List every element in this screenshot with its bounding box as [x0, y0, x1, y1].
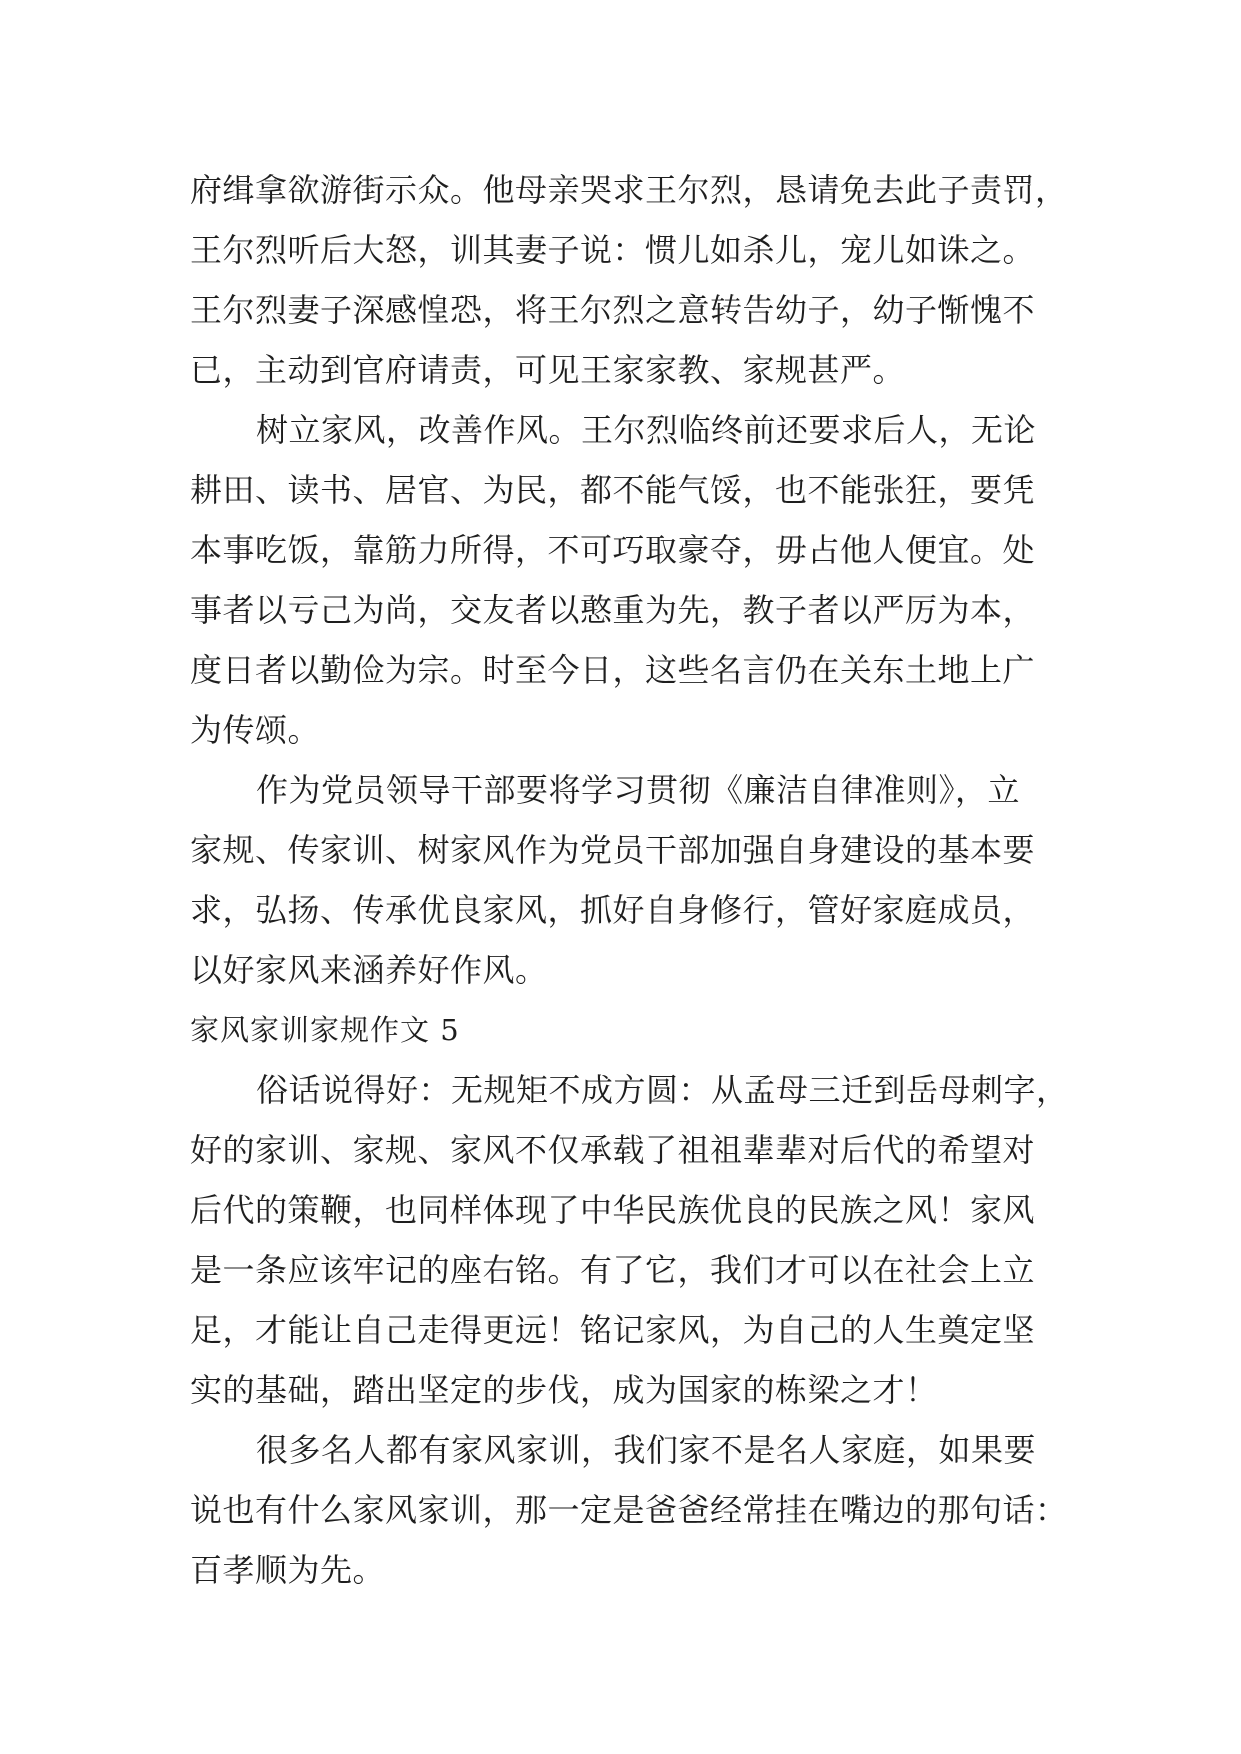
text-line: 为传颂。: [190, 711, 321, 749]
text-line: 王尔烈妻子深感惶恐，将王尔烈之意转告幼子，幼子惭愧不: [190, 291, 1036, 329]
text-line: 俗话说得好：无规矩不成方圆：从孟母三迁到岳母刺字，: [256, 1071, 1069, 1109]
text-line: 王尔烈听后大怒，训其妻子说：惯儿如杀儿，宠儿如诛之。: [190, 231, 1036, 269]
paragraph: [190, 400, 1070, 760]
text-line: 度日者以勤俭为宗。时至今日，这些名言仍在关东土地上广: [190, 651, 1036, 689]
text-line: 树立家风，改善作风。王尔烈临终前还要求后人，无论: [256, 411, 1037, 449]
text-line: 本事吃饭，靠筋力所得，不可巧取豪夺，毋占他人便宜。处: [190, 531, 1036, 569]
text-line: 是一条应该牢记的座右铭。有了它，我们才可以在社会上立: [190, 1251, 1036, 1289]
section-heading: [190, 1000, 1070, 1060]
paragraph: [190, 760, 1070, 1000]
text-line: 好的家训、家规、家风不仅承载了祖祖辈辈对后代的希望对: [190, 1131, 1036, 1169]
text-line: 府缉拿欲游街示众。他母亲哭求王尔烈，恳请免去此子责罚，: [190, 171, 1068, 209]
paragraph: [190, 1060, 1070, 1420]
document-body: [190, 160, 1070, 1600]
text-line: 以好家风来涵养好作风。: [190, 951, 548, 989]
text-line: 耕田、读书、居官、为民，都不能气馁，也不能张狂，要凭: [190, 471, 1036, 509]
text-line: 很多名人都有家风家训，我们家不是名人家庭，如果要: [256, 1431, 1037, 1469]
text-line: 已，主动到官府请责，可见王家家教、家规甚严。: [190, 351, 906, 389]
text-line: 后代的策鞭，也同样体现了中华民族优良的民族之风！家风: [190, 1191, 1036, 1229]
text-line: 求，弘扬、传承优良家风，抓好自身修行，管好家庭成员，: [190, 891, 1036, 929]
text-line: 足，才能让自己走得更远！铭记家风，为自己的人生奠定坚: [190, 1311, 1036, 1349]
paragraph: [190, 160, 1070, 400]
text-line: 实的基础，踏出坚定的步伐，成为国家的栋梁之才！: [190, 1371, 938, 1409]
paragraph: [190, 1420, 1070, 1600]
text-line: 作为党员领导干部要将学习贯彻《廉洁自律准则》，立: [256, 771, 1021, 809]
text-line: 事者以亏己为尚，交友者以憨重为先，教子者以严厉为本，: [190, 591, 1036, 629]
text-line: 家规、传家训、树家风作为党员干部加强自身建设的基本要: [190, 831, 1036, 869]
heading-text: 家风家训家规作文 5: [190, 1013, 460, 1047]
text-line: 百孝顺为先。: [190, 1551, 386, 1589]
text-line: 说也有什么家风家训，那一定是爸爸经常挂在嘴边的那句话：: [190, 1491, 1068, 1529]
